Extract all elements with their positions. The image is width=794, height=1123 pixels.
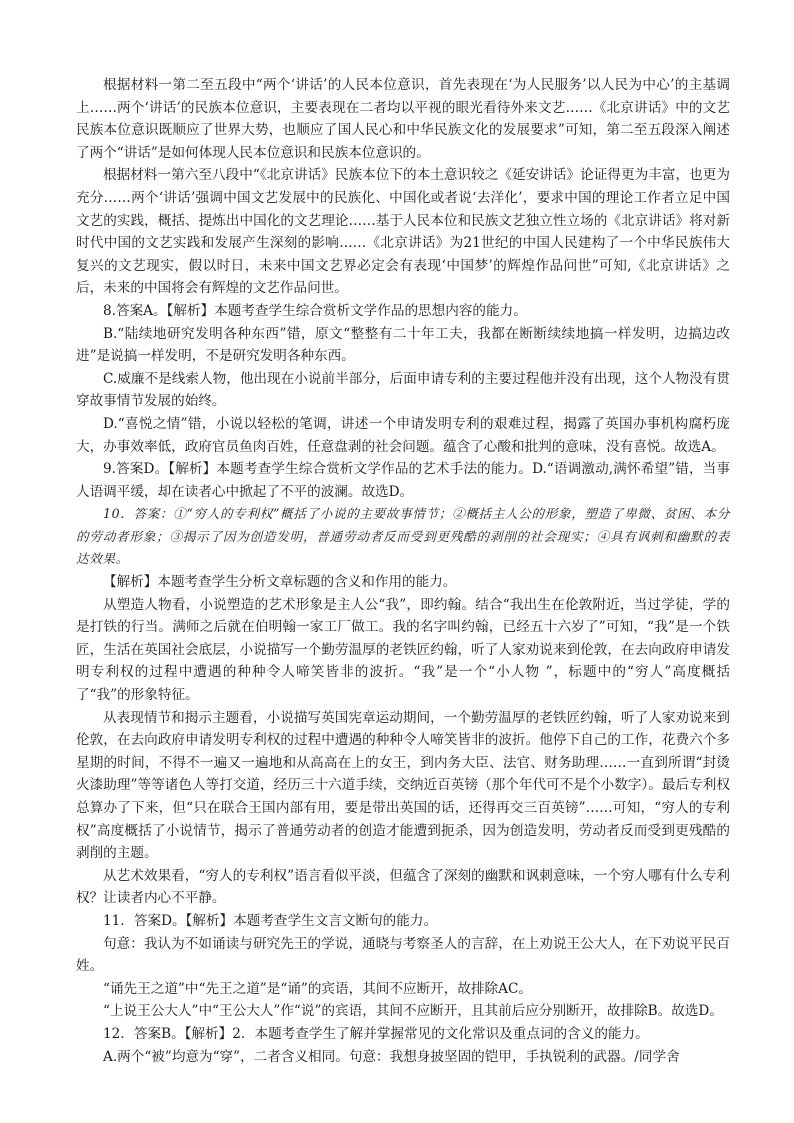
paragraph: 句意：我认为不如诵读与研究先王的学说，通晓与考察圣人的言辞，在上劝说王公大人，在下劝说平民百姓。 [76,935,730,975]
answer-10: 10．答案：①“穷人的专利权”概括了小说的主要故事情节；②概括主人公的形象，塑造了卑微、贫困、本分的劳动者形象；③揭示了因为创造发明，普通劳动者反而受到更残酷的剥削的社会现实；④具有讽刺和幽默的表达效果。 [76,506,730,567]
answer-11: 11．答案D。【解析】本题考查学生文言文断句的能力。 [103,912,438,929]
paragraph: A.两个“被”均意为“穿”，二者含义相同。句意：我想身披坚固的铠甲，手执锐利的武器。/同学舍 [103,1048,680,1065]
answer-9: 9.答案D。【解析】本题考查学生综合赏析文学作品的艺术手法的能力。D.“语调激动,满怀希望”错，当事人语调平缓，却在读者心中掀起了不平的波澜。故选D。 [76,461,730,500]
paragraph: 从艺术效果看，“穷人的专利权”语言看似平淡，但蕴含了深刻的幽默和讽刺意味，一个穷人哪有什么专利权？让读者内心不平静。 [76,867,730,907]
analysis-10: 【解析】本题考查学生分析文章标题的含义和作用的能力。 [103,574,457,591]
paragraph: 从塑造人物看，小说塑造的艺术形象是主人公“我”，即约翰。结合“我出生在伦敦附近，当过学徒，学的是打铁的行当。满师之后就在伯明翰一家工厂做工。我的名字叫约翰，已经五十六岁了”可知，“我”是一个铁匠，生活在英国社会底层，小说描写一个勤劳温厚的老铁匠约翰，听了人家劝说来到伦敦，在去向政府申请发明专利权的过程中遭遇的种种令人啼笑皆非的波折。“我”是一个“小人物 ”，标题中的“穷人”高度概括了“我”的形象特征。 [76,596,730,704]
document-page [76,74,730,1068]
paragraph: 根据材料一第二至五段中“两个‘讲话’的人民本位意识，首先表现在‘为人民服务’以人民为中心’的主基调上……两个‘讲话’的民族本位意识，主要表现在二者均以平视的眼光看待外来文艺……《北京讲话》中的文艺民族本位意识既顺应了世界大势，也顺应了国人民心和中华民族文化的发展要求”可知，第二至五段深入阐述了两个“讲话”是如何体现人民本位意识和民族本位意识的。 [76,77,730,161]
paragraph: B.“陆续地研究发明各种东西”错，原文“整整有二十年工夫，我都在断断续续地搞一样发明，边搞边改进”是说搞一样发明，不是研究发明各种东西。 [76,325,730,365]
paragraph: C.威廉不是线索人物，他出现在小说前半部分，后面申请专利的主要过程他并没有出现，这个人物没有贯穿故事情节发展的始终。 [76,370,730,410]
paragraph: “上说王公大人”中“王公大人”作“说”的宾语，其间不应断开，且其前后应分别断开，故排除B。故选D。 [103,1003,723,1020]
answer-12: 12．答案B。【解析】2．本题考查学生了解并掌握常见的文化常识及重点词的含义的能力。 [103,1025,649,1042]
answer-8: 8.答案A。【解析】本题考查学生综合赏析文学作品的思想内容的能力。 [103,302,527,319]
paragraph: 从表现情节和揭示主题看，小说描写英国宪章运动期间，一个勤劳温厚的老铁匠约翰，听了人家劝说来到伦敦，在去向政府申请发明专利权的过程中遭遇的种种令人啼笑皆非的波折。他停下自己的工作，花费六个多星期的时间，不得不一遍又一遍地和从高高在上的女王，到内务大臣、法官、财务助理……一直到所谓“封烫火漆助理”等等诸色人等打交道，经历三十六道手续，交纳近百英镑（那个年代可不是个小数字）。最后专利权总算办了下来，但“只在联合王国内部有用，要是带出英国的话，还得再交三百英镑”……可知，“穷人的专利权”高度概括了小说情节，揭示了普通劳动者的创造才能遭到扼杀，因为创造发明，劳动者反而受到更残酷的剥削的主题。 [76,709,730,862]
paragraph: D.“喜悦之情”错，小说以轻松的笔调，讲述一个申请发明专利的艰难过程，揭露了英国办事机构腐朽庞大，办事效率低，政府官员鱼肉百姓，任意盘剥的社会问题。蕴含了心酸和批判的意味，没有喜悦。故选A。 [76,415,730,455]
paragraph: “诵先王之道”中“先王之道”是“诵”的宾语，其间不应断开，故排除AC。 [103,980,532,997]
paragraph: 根据材料一第六至八段中“《北京讲话》民族本位下的本土意识较之《延安讲话》论证得更为丰富，也更为充分……两个‘讲话’强调中国文艺发展中的民族化、中国化或者说‘去洋化’，要求中国的理论工作者立足中国文艺的实践，概括、提炼出中国化的文艺理论……基于人民本位和民族文艺独立性立场的《北京讲话》将对新时代中国的文艺实践和发展产生深刻的影响……《北京讲话》为21世纪的中国人民建构了一个中华民族伟大复兴的文艺现实，假以时日，未来中国文艺界必定会有表现‘中国梦’的辉煌作品问世”可知,《北京讲话》之后，未来的中国将会有辉煌的文艺作品问世。 [76,167,730,297]
